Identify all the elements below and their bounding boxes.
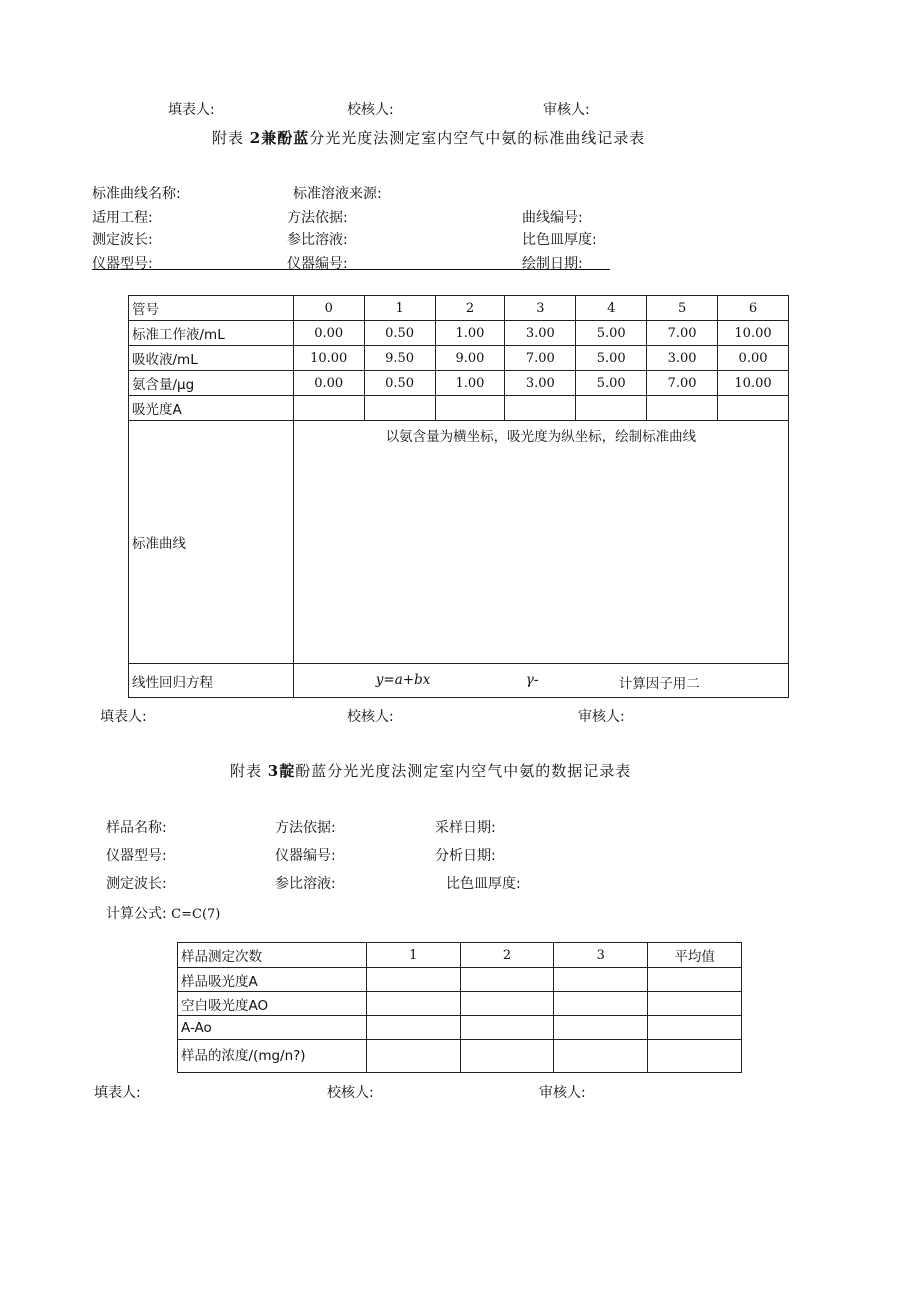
- instrument-line: [92, 253, 610, 270]
- table-cell: [460, 968, 554, 992]
- table2-title-prefix: 附表: [212, 129, 245, 147]
- table-cell: 0.00: [293, 371, 364, 396]
- table2-checker-label: 校核人:: [347, 709, 394, 725]
- project-label: 适用工程:: [92, 210, 153, 226]
- table-cell: 10.00: [718, 321, 789, 346]
- row-label: 空白吸光度AO: [178, 992, 367, 1016]
- tube-no: 3: [505, 296, 576, 321]
- curve-row: [129, 421, 789, 664]
- table-cell: 7.00: [647, 371, 718, 396]
- table3-auditor-label: 审核人:: [539, 1085, 586, 1101]
- table-cell: [648, 968, 742, 992]
- t3-col-header: 2: [460, 943, 554, 968]
- table-cell: [366, 992, 460, 1016]
- t3-avg-header: 平均值: [648, 943, 742, 968]
- table3-checker-label: 校核人:: [327, 1085, 374, 1101]
- table-cell: [554, 1016, 648, 1040]
- calc-factor-label: 计算因子用二: [618, 676, 700, 692]
- analysis-date-label: 分析日期:: [435, 848, 496, 864]
- formula-label: 计算公式:: [106, 906, 167, 922]
- table3-title: [230, 760, 631, 781]
- row-label: 氨含量/μg: [129, 371, 294, 396]
- table-cell: 10.00: [293, 346, 364, 371]
- table-cell: [718, 396, 789, 421]
- tube-no: 4: [576, 296, 647, 321]
- table-cell: [460, 992, 554, 1016]
- table-cell: [648, 1016, 742, 1040]
- regression-row: [129, 664, 789, 698]
- tube-no: 6: [718, 296, 789, 321]
- t3-col-header: 3: [554, 943, 648, 968]
- table-row: [129, 396, 789, 421]
- formula-line: [106, 903, 220, 923]
- regression-equation: y=a+bx: [375, 672, 431, 688]
- row-label: 样品吸光度A: [178, 968, 367, 992]
- table-cell: [505, 396, 576, 421]
- top-checker-label: 校核人:: [347, 102, 394, 118]
- gamma-label: γ-: [525, 672, 539, 688]
- table2-filler-label: 填表人:: [100, 709, 147, 725]
- instrument-no-label: 仪器编号:: [287, 256, 348, 272]
- table3-filler-label: 填表人:: [94, 1085, 141, 1101]
- std-source-label: 标准溶液来源:: [293, 186, 382, 202]
- table-cell: [435, 396, 505, 421]
- regression-label: 线性回归方程: [129, 664, 294, 698]
- tube-no: 1: [364, 296, 435, 321]
- table-row: [178, 968, 742, 992]
- table-cell: 3.00: [505, 371, 576, 396]
- table-cell: [460, 1040, 554, 1073]
- table2-title-rest: 分光光度法测定室内空气中氨的标准曲线记录表: [309, 129, 646, 147]
- tube-header-label: 管号: [129, 296, 294, 321]
- table-cell: [293, 396, 364, 421]
- table-cell: 10.00: [718, 371, 789, 396]
- tube-header-row: [129, 296, 789, 321]
- table-cell: [554, 968, 648, 992]
- row-label: 吸光度A: [129, 396, 294, 421]
- table2-title-bold: 兼酚蓝: [261, 129, 310, 147]
- tube-no: 5: [647, 296, 718, 321]
- table-cell: 0.00: [293, 321, 364, 346]
- table-cell: [366, 1016, 460, 1040]
- table-cell: 0.50: [364, 371, 435, 396]
- top-auditor-label: 审核人:: [543, 102, 590, 118]
- table-cell: [366, 968, 460, 992]
- t3-instrument-no-label: 仪器编号:: [275, 848, 336, 864]
- curve-area: [293, 421, 788, 664]
- table3-title-bold: 靛: [279, 762, 296, 780]
- table2-title: [212, 127, 645, 148]
- row-label: 吸收液/mL: [129, 346, 294, 371]
- sampling-date-label: 采样日期:: [435, 820, 496, 836]
- row-label: 标准工作液/mL: [129, 321, 294, 346]
- table3-title-rest: 酚蓝分光光度法测定室内空气中氨的数据记录表: [295, 762, 632, 780]
- table-cell: [576, 396, 647, 421]
- table-row: [129, 346, 789, 371]
- instrument-model-label: 仪器型号:: [92, 256, 153, 272]
- regression-cell: [293, 664, 788, 698]
- table3-title-number: 3: [267, 762, 280, 780]
- tube-no: 2: [435, 296, 505, 321]
- table-cell: [554, 992, 648, 1016]
- curve-no-label: 曲线编号:: [522, 210, 583, 226]
- table-cell: 7.00: [505, 346, 576, 371]
- t3-cell-thickness-label: 比色皿厚度:: [446, 876, 521, 892]
- table-cell: 3.00: [505, 321, 576, 346]
- t3-ref-solution-label: 参比溶液:: [275, 876, 336, 892]
- t3-col-header: 1: [366, 943, 460, 968]
- table-cell: [647, 396, 718, 421]
- table-cell: 9.00: [435, 346, 505, 371]
- table3-title-prefix: 附表: [230, 762, 263, 780]
- table-cell: 5.00: [576, 321, 647, 346]
- table-row: [178, 1016, 742, 1040]
- table-cell: [460, 1016, 554, 1040]
- sample-name-label: 样品名称:: [106, 820, 167, 836]
- ref-solution-label: 参比溶液:: [287, 232, 348, 248]
- table-row: [129, 321, 789, 346]
- cell-thickness-label: 比色皿厚度:: [522, 232, 597, 248]
- row-label: 样品的浓度/(mg/n?): [178, 1040, 367, 1073]
- table2-title-number: 2: [249, 129, 262, 147]
- table-cell: [366, 1040, 460, 1073]
- table-cell: [554, 1040, 648, 1073]
- table2-auditor-label: 审核人:: [578, 709, 625, 725]
- table-row: [178, 992, 742, 1016]
- table-cell: [648, 1040, 742, 1073]
- t3-instrument-model-label: 仪器型号:: [106, 848, 167, 864]
- t3-header-row: [178, 943, 742, 968]
- curve-label: 标准曲线: [129, 421, 294, 664]
- t3-header-label: 样品测定次数: [178, 943, 367, 968]
- table-cell: 5.00: [576, 346, 647, 371]
- table-cell: 7.00: [647, 321, 718, 346]
- table-cell: 0.50: [364, 321, 435, 346]
- table-cell: [364, 396, 435, 421]
- wavelength-label: 测定波长:: [92, 232, 153, 248]
- standard-curve-table: [128, 295, 789, 698]
- t3-method-basis-label: 方法依据:: [275, 820, 336, 836]
- tube-no: 0: [293, 296, 364, 321]
- table-cell: 0.00: [718, 346, 789, 371]
- table-cell: 9.50: [364, 346, 435, 371]
- table-cell: 3.00: [647, 346, 718, 371]
- method-basis-label: 方法依据:: [287, 210, 348, 226]
- table-cell: 1.00: [435, 371, 505, 396]
- table-row: [178, 1040, 742, 1073]
- sample-data-table: [177, 942, 742, 1073]
- curve-name-label: 标准曲线名称:: [92, 186, 181, 202]
- draw-date-label: 绘制日期:: [522, 256, 583, 272]
- table-cell: 5.00: [576, 371, 647, 396]
- table-row: [129, 371, 789, 396]
- table-cell: [648, 992, 742, 1016]
- curve-note: 以氨含量为横坐标，吸光度为纵坐标，绘制标准曲线: [385, 429, 697, 445]
- formula-value: C=C(7): [171, 907, 221, 922]
- t3-wavelength-label: 测定波长:: [106, 876, 167, 892]
- top-filler-label: 填表人:: [168, 102, 215, 118]
- row-label: A-Ao: [178, 1016, 367, 1040]
- table-cell: 1.00: [435, 321, 505, 346]
